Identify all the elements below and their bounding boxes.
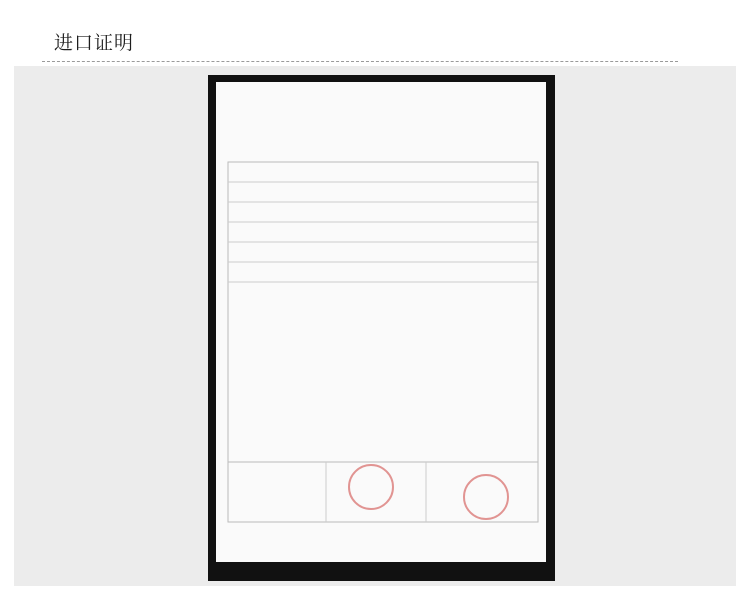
title-divider (42, 61, 678, 62)
page-title: 进口证明 (54, 32, 135, 54)
scanned-document (216, 82, 546, 562)
document-photo (216, 82, 546, 562)
